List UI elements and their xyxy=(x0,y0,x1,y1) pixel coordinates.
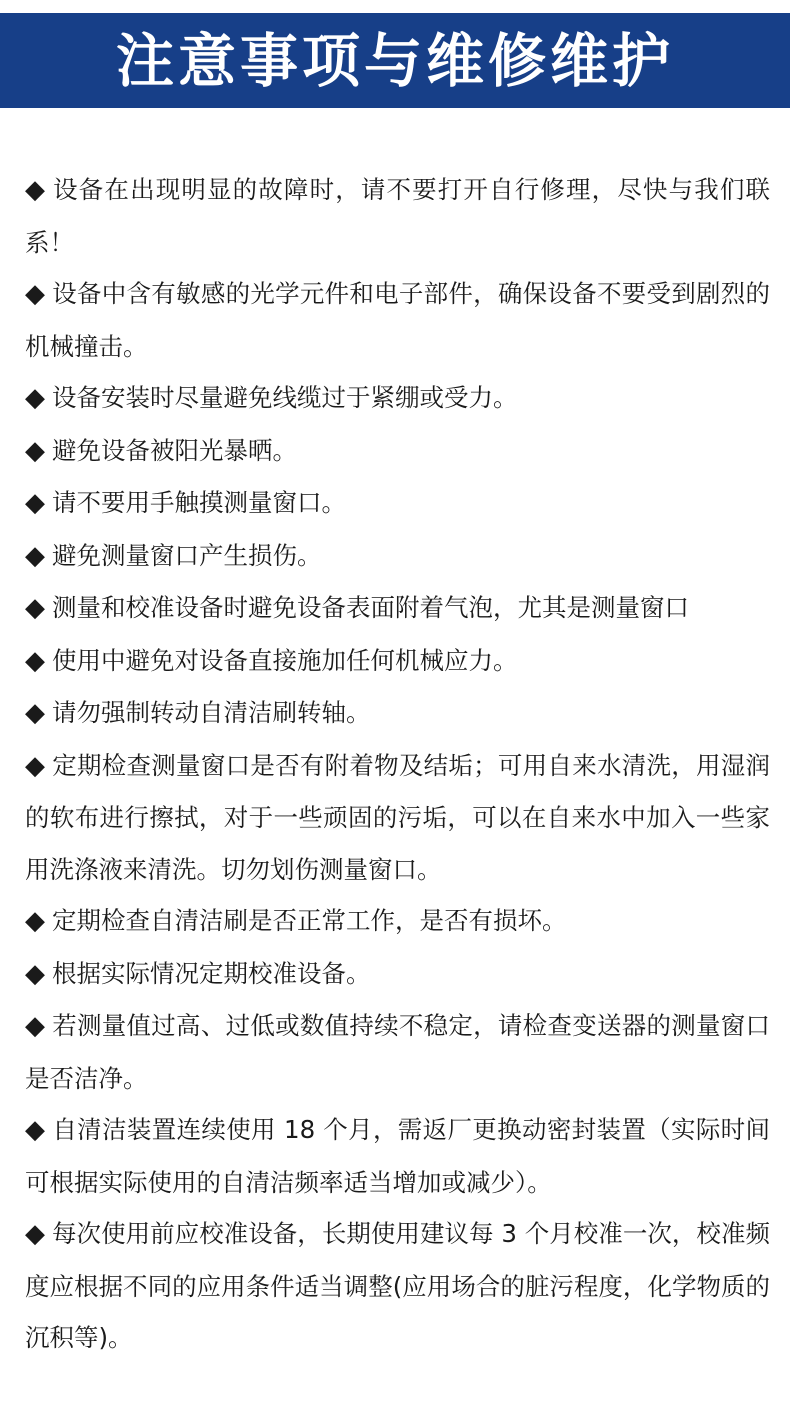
note-text: 每次使用前应校准设备，长期使用建议每 3 个月校准一次，校准频度应根据不同的应用条件适当调整(应用场合的脏污程度，化学物质的沉积等)。 xyxy=(25,1219,770,1352)
diamond-bullet-icon: ◆ xyxy=(25,1115,46,1145)
note-item xyxy=(25,582,770,635)
note-item xyxy=(25,425,770,478)
note-text: 请不要用手触摸测量窗口。 xyxy=(52,488,346,517)
diamond-bullet-icon: ◆ xyxy=(25,958,45,989)
note-item xyxy=(25,477,770,530)
note-text: 请勿强制转动自清洁刷转轴。 xyxy=(52,698,371,727)
note-text: 定期检查测量窗口是否有附着物及结垢；可用自来水清洗，用湿润的软布进行擦拭，对于一些顽固的污垢，可以在自来水中加入一些家用洗涤液来清洗。切勿划伤测量窗口。 xyxy=(25,750,771,884)
note-item xyxy=(25,1208,770,1364)
note-item xyxy=(25,530,770,583)
note-text: 避免设备被阳光暴晒。 xyxy=(52,435,297,465)
note-text: 定期检查自清洁刷是否正常工作，是否有损坏。 xyxy=(52,906,567,935)
diamond-bullet-icon: ◆ xyxy=(25,540,45,571)
diamond-bullet-icon: ◆ xyxy=(25,383,45,413)
diamond-bullet-icon: ◆ xyxy=(25,750,46,781)
note-text: 使用中避免对设备直接施加任何机械应力。 xyxy=(52,645,518,675)
note-item xyxy=(25,895,770,948)
diamond-bullet-icon: ◆ xyxy=(25,1219,46,1249)
diamond-bullet-icon: ◆ xyxy=(25,488,45,518)
note-text: 设备中含有敏感的光学元件和电子部件，确保设备不要受到剧烈的机械撞击。 xyxy=(25,279,771,361)
note-text: 设备在出现明显的故障时，请不要打开自行修理，尽快与我们联系！ xyxy=(25,175,770,257)
diamond-bullet-icon: ◆ xyxy=(25,279,46,309)
diamond-bullet-icon: ◆ xyxy=(25,435,45,466)
diamond-bullet-icon: ◆ xyxy=(25,645,45,676)
note-item xyxy=(25,1104,770,1208)
note-text: 避免测量窗口产生损伤。 xyxy=(52,540,322,570)
page-title: 注意事项与维修维护 xyxy=(115,26,674,95)
note-item xyxy=(25,268,770,372)
diamond-bullet-icon: ◆ xyxy=(25,906,45,936)
note-text: 若测量值过高、过低或数值持续不稳定，请检查变送器的测量窗口是否洁净。 xyxy=(25,1011,771,1093)
note-text: 自清洁装置连续使用 18 个月，需返厂更换动密封装置（实际时间可根据实际使用的自清洁频率适当增加或减少）。 xyxy=(25,1115,771,1197)
note-item xyxy=(25,372,770,425)
note-text: 测量和校准设备时避免设备表面附着气泡，尤其是测量窗口 xyxy=(52,593,689,622)
note-text: 根据实际情况定期校准设备。 xyxy=(52,958,371,988)
note-item xyxy=(25,948,770,1001)
diamond-bullet-icon: ◆ xyxy=(25,698,45,728)
notes-list xyxy=(25,164,770,1364)
diamond-bullet-icon: ◆ xyxy=(25,1011,46,1041)
note-item xyxy=(25,1000,770,1104)
note-item xyxy=(25,740,770,896)
note-item xyxy=(25,635,770,688)
note-item xyxy=(25,687,770,740)
diamond-bullet-icon: ◆ xyxy=(25,593,45,623)
title-banner xyxy=(0,13,790,108)
diamond-bullet-icon: ◆ xyxy=(25,175,47,205)
note-item xyxy=(25,164,770,268)
note-text: 设备安装时尽量避免线缆过于紧绷或受力。 xyxy=(52,383,518,412)
